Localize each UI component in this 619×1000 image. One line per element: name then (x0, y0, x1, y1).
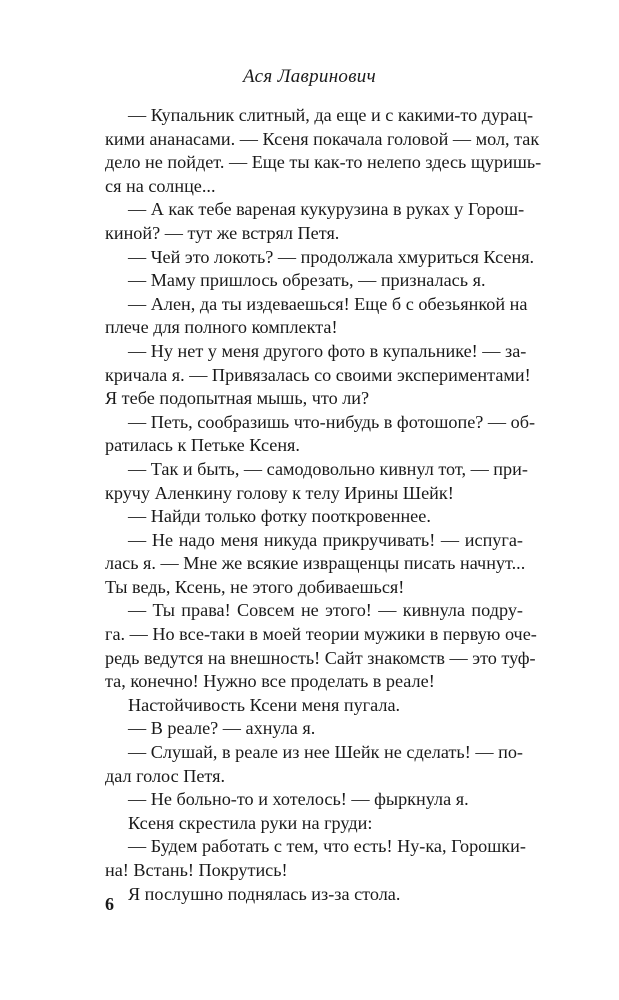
text-line: — Ну нет у меня другого фото в купальнике! — за- (128, 340, 527, 361)
text-line: — Петь, сообразишь что-нибудь в фотошопе? — об- (128, 411, 536, 432)
text-line: — В реале? — ахнула я. (128, 718, 316, 739)
page-number: 6 (105, 894, 114, 914)
text-line: та, конечно! Нужно все проделать в реале! (105, 671, 435, 692)
text-line: — Не надо меня никуда прикручивать! — испуга- (128, 529, 523, 550)
text-line: кричала я. — Привязалась со своими экспериментами! (105, 364, 531, 385)
text-line: — Ален, да ты издеваешься! Еще б с обезьянкой на (128, 293, 528, 314)
text-line: на! Встань! Покрутись! (105, 860, 288, 880)
text-line: Настойчивость Ксени меня пугала. (128, 694, 401, 715)
text-line: — Не больно-то и хотелось! — фыркнула я. (128, 789, 469, 810)
text-line: Ты ведь, Ксень, не этого добиваешься! (105, 576, 405, 597)
text-line: ратилась к Петьке Ксеня. (105, 435, 300, 456)
text-line: Ксеня скрестила руки на груди: (128, 812, 373, 833)
text-line: кручу Аленкину голову к телу Ирины Шейк! (105, 482, 454, 503)
text-line: — Ты права! Совсем не этого! — кивнула подру- (128, 600, 523, 621)
text-line: плече для полного комплекта! (105, 317, 338, 338)
text-line: лась я. — Мне же всякие извращенцы писать начнут... (105, 553, 526, 574)
running-head-author: Ася Лавринович (243, 66, 376, 87)
text-line: — Так и быть, — самодовольно кивнул тот, — при- (128, 458, 528, 479)
text-line: — Найди только фотку пооткровеннее. (128, 506, 431, 527)
text-line: — Слушай, в реале из нее Шейк не сделать! — по- (128, 742, 523, 763)
text-line: — А как тебе вареная кукурузина в руках у Горош- (128, 199, 525, 220)
text-line: кими ананасами. — Ксеня покачала головой — мол, так (105, 128, 540, 149)
body-text (105, 104, 542, 906)
text-line: — Маму пришлось обрезать, — призналась я. (128, 270, 486, 291)
text-line: — Купальник слитный, да еще и с какими-то дурац- (128, 105, 534, 125)
text-line: ся на солнце... (105, 175, 216, 196)
text-line: га. — Но все-таки в моей теории мужики в первую оче- (105, 624, 537, 645)
text-line: — Будем работать с тем, что есть! Ну-ка, Горошки- (128, 836, 526, 857)
text-line: дал голос Петя. (105, 765, 226, 786)
text-line: киной? — тут же встрял Петя. (105, 222, 340, 243)
text-line: дело не пойдет. — Еще ты как-то нелепо здесь щуришь- (105, 152, 542, 173)
text-line: Я тебе подопытная мышь, что ли? (105, 388, 370, 409)
text-line: Я послушно поднялась из-за стола. (128, 883, 401, 904)
text-line: редь ведутся на внешность! Сайт знакомств — это туф- (105, 647, 536, 668)
text-line: — Чей это локоть? — продолжала хмуриться Ксеня. (128, 246, 535, 267)
